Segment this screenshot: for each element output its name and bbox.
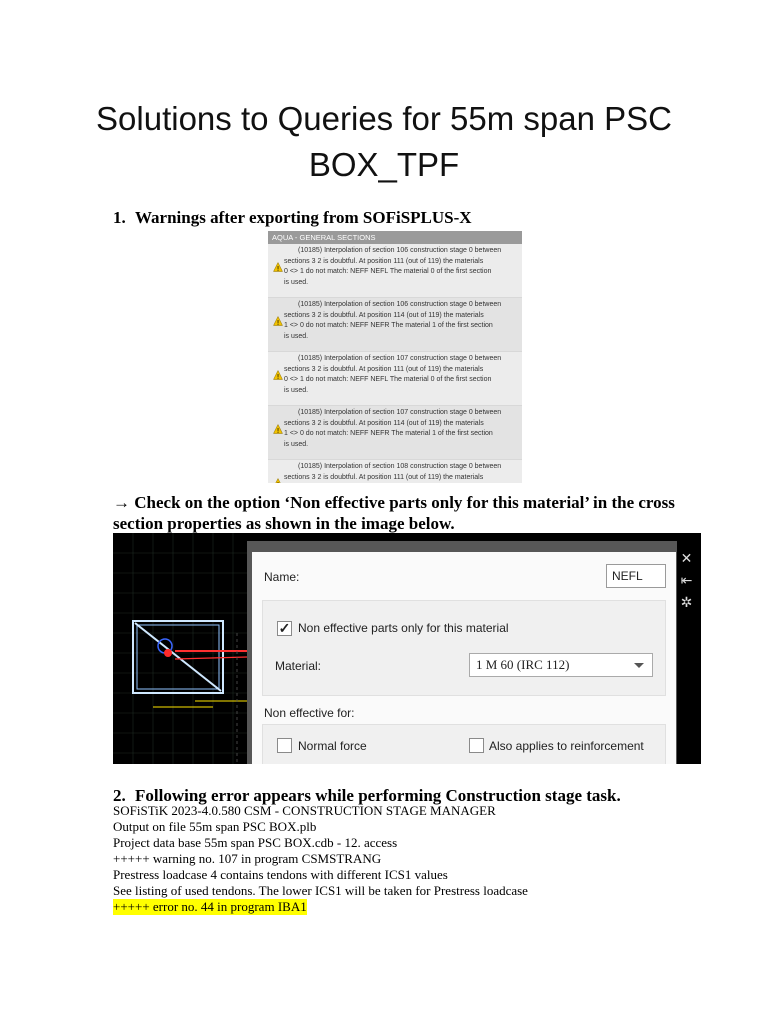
section-1-heading (113, 208, 472, 228)
warning-text-line: (10185) Interpolation of section 106 construction stage 0 between (298, 301, 502, 308)
svg-text:!: ! (276, 318, 280, 326)
chevron-down-icon (634, 663, 644, 668)
warning-icon (273, 262, 283, 272)
warning-row (268, 352, 522, 406)
warning-text-line: sections 3 2 is doubtful. At position 114 (out of 119) the materials (284, 311, 484, 319)
warning-icon (273, 478, 283, 488)
non-effective-for-label: Non effective for: (264, 706, 355, 720)
gear-icon[interactable]: ✲ (680, 595, 693, 611)
cad-viewport (113, 533, 247, 764)
warning-text-line: (10185) Interpolation of section 108 construction stage 0 between (298, 463, 502, 470)
section-2-number: 2. (113, 786, 126, 805)
warning-text-line: sections 3 2 is doubtful. At position 111 (out of 119) the materials (284, 365, 484, 373)
error-line-highlighted: +++++ error no. 44 in program IBA1 (113, 899, 307, 914)
warnings-panel-header: AQUA - GENERAL SECTIONS (268, 231, 522, 244)
section-2-heading-text: Following error appears while performing Construction stage task. (135, 786, 621, 805)
warning-text-line: 1 <> 0 do not match: NEFF NEFR The material 1 of the first section (284, 322, 493, 329)
warnings-list (268, 244, 522, 488)
non-effective-checkbox[interactable]: ✓ (278, 620, 291, 636)
warning-icon (273, 316, 283, 326)
warning-text-line: 1 <> 0 do not match: NEFF NEFR The material 1 of the first section (284, 430, 493, 437)
log-line: SOFiSTiK 2023-4.0.580 CSM - CONSTRUCTION STAGE MANAGER (113, 803, 496, 818)
warning-row (268, 406, 522, 460)
log-line: See listing of used tendons. The lower ICS1 will be taken for Prestress loadcase (113, 883, 528, 898)
normal-force-checkbox[interactable] (277, 738, 292, 753)
page-title: Solutions to Queries for 55m span PSC BOX_TPF (96, 100, 672, 183)
warning-text-line: is used. (284, 386, 309, 394)
warning-text-line: sections 3 2 is doubtful. At position 111 (out of 119) the materials (284, 257, 484, 265)
warning-icon (273, 424, 283, 434)
warning-text-line: (10185) Interpolation of section 107 construction stage 0 between (298, 355, 502, 362)
material-group (262, 600, 666, 696)
warning-text-line: (10185) Interpolation of section 106 construction stage 0 between (298, 247, 502, 254)
name-label: Name: (264, 570, 300, 584)
material-select-value: 1 M 60 (IRC 112) (476, 657, 570, 672)
section-properties-dialog (252, 552, 676, 764)
warning-text-line: sections 3 2 is doubtful. At position 114 (out of 119) the materials (284, 419, 484, 427)
warning-text-line: 0 <> 1 do not match: NEFF NEFL The material 0 of the first section (284, 376, 492, 383)
section-1-number: 1. (113, 208, 126, 227)
warning-row (268, 460, 522, 488)
material-select[interactable] (469, 653, 653, 677)
warning-text-line: 0 <> 1 do not match: NEFF NEFL The material 0 of the first section (284, 268, 492, 275)
dialog-side-toolbar (672, 548, 701, 628)
svg-text:!: ! (276, 372, 280, 380)
svg-text:!: ! (276, 426, 280, 434)
close-icon[interactable]: ✕ (680, 551, 693, 567)
warning-text-line: is used. (284, 440, 309, 448)
svg-text:!: ! (276, 264, 280, 272)
warning-text-line: (10185) Interpolation of section 107 construction stage 0 between (298, 409, 502, 416)
warning-text-line: is used. (284, 332, 309, 340)
also-applies-checkbox[interactable] (469, 738, 484, 753)
non-effective-checkbox-label: Non effective parts only for this material (298, 621, 509, 635)
warning-row (268, 244, 522, 298)
warning-icon (273, 370, 283, 380)
log-line: +++++ warning no. 107 in program CSMSTRANG (113, 851, 382, 866)
svg-text:!: ! (276, 480, 280, 488)
name-input[interactable]: NEFL (606, 564, 666, 588)
error-log (113, 803, 528, 915)
warning-text-line: is used. (284, 278, 309, 286)
log-line: Prestress loadcase 4 contains tendons with different ICS1 values (113, 867, 448, 882)
log-line: Output on file 55m span PSC BOX.plb (113, 819, 317, 834)
pin-icon[interactable]: ⇤ (680, 573, 693, 589)
material-label: Material: (275, 659, 322, 673)
normal-force-label: Normal force (298, 739, 367, 753)
non-effective-for-group (262, 724, 666, 764)
warnings-panel (268, 231, 522, 488)
section-1-heading-text: Warnings after exporting from SOFiSPLUS-X (135, 208, 472, 227)
solution-1-text: → Check on the option ‘Non effective parts only for this material’ in the cross section properties as shown in the image below. (113, 493, 675, 533)
warning-row (268, 298, 522, 352)
also-applies-label: Also applies to reinforcement (489, 739, 644, 753)
log-line: Project data base 55m span PSC BOX.cdb - 12. access (113, 835, 398, 850)
warning-text-line: sections 3 2 is doubtful. At position 111 (out of 119) the materials (284, 473, 484, 481)
